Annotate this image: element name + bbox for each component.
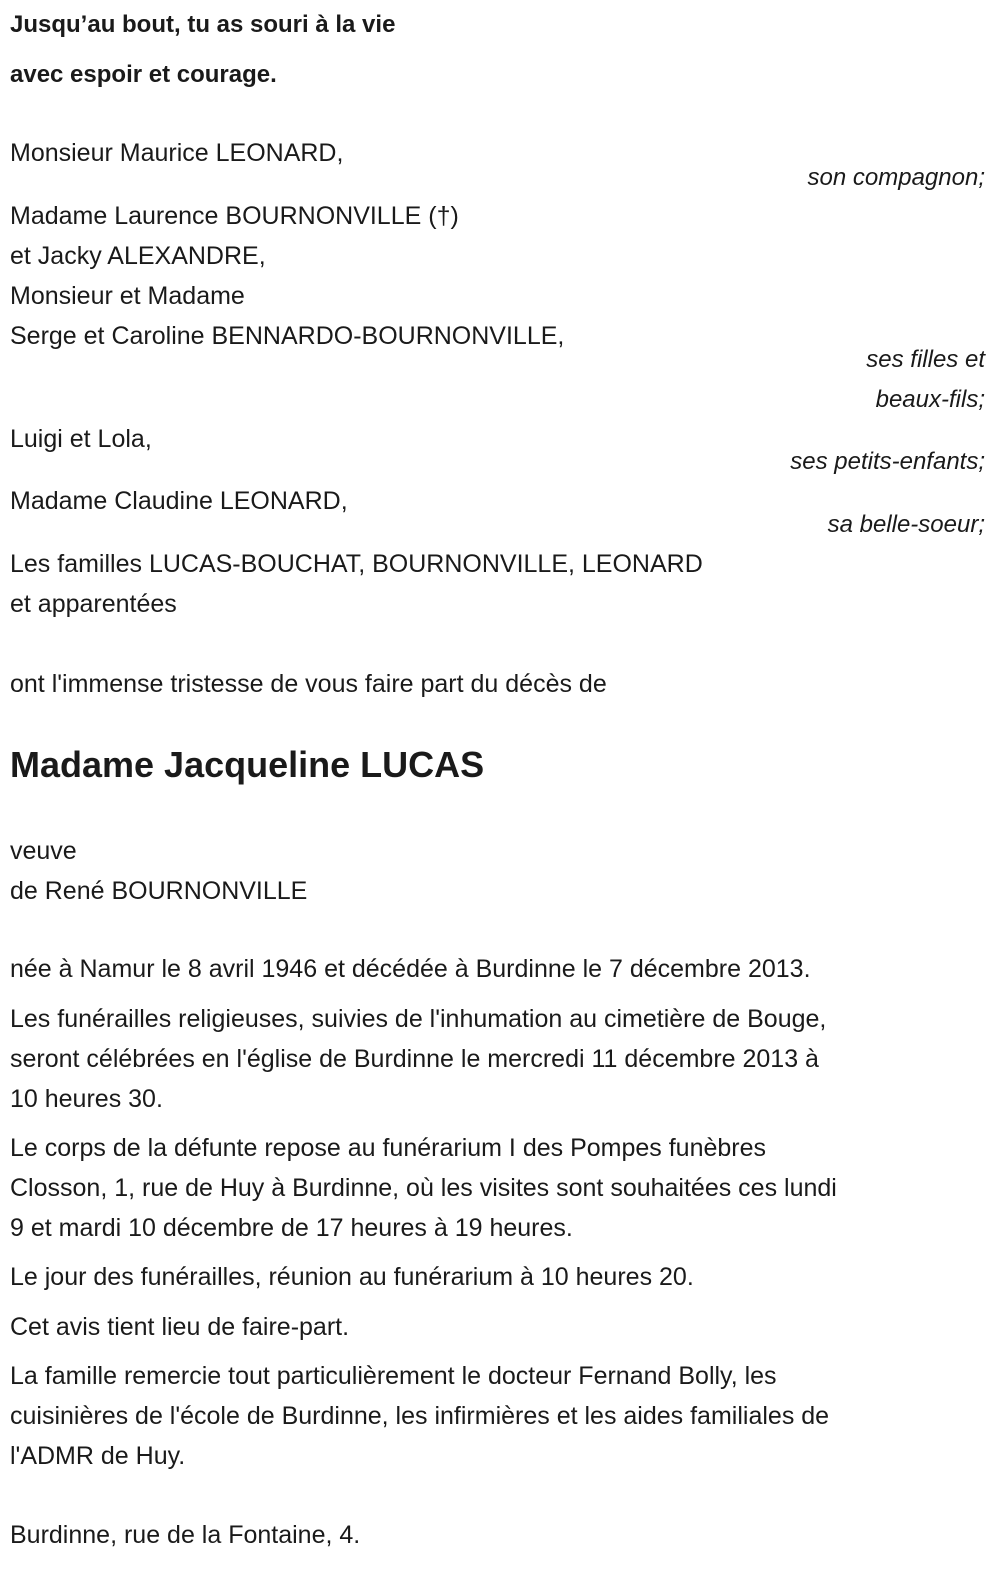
announcement: ont l'immense tristesse de vous faire part du décès de bbox=[10, 670, 607, 698]
funeral-paragraph: 10 heures 30. bbox=[10, 1085, 163, 1113]
deceased-name: Madame Jacqueline LUCAS bbox=[10, 744, 485, 785]
visitation-paragraph: 9 et mardi 10 décembre de 17 heures à 19 heures. bbox=[10, 1214, 573, 1242]
family-name: Monsieur Maurice LEONARD, bbox=[10, 139, 344, 167]
thanks-paragraph: La famille remercie tout particulièrement le docteur Fernand Bolly, les bbox=[10, 1362, 777, 1390]
thanks-paragraph: l'ADMR de Huy. bbox=[10, 1442, 186, 1470]
birth-death-line: née à Namur le 8 avril 1946 et décédée à Burdinne le 7 décembre 2013. bbox=[10, 955, 811, 983]
funeral-paragraph: seront célébrées en l'église de Burdinne le mercredi 11 décembre 2013 à bbox=[10, 1045, 819, 1073]
visitation-paragraph: Le corps de la défunte repose au funérarium I des Pompes funèbres bbox=[10, 1134, 767, 1162]
family-name: Serge et Caroline BENNARDO-BOURNONVILLE, bbox=[10, 322, 565, 350]
widow-of: de René BOURNONVILLE bbox=[10, 877, 308, 905]
thanks-paragraph: cuisinières de l'école de Burdinne, les infirmières et les aides familiales de bbox=[10, 1402, 830, 1430]
quote-line: Jusqu’au bout, tu as souri à la vie bbox=[10, 11, 396, 38]
family-relation: beaux-fils; bbox=[875, 386, 985, 413]
family-name: et Jacky ALEXANDRE, bbox=[10, 242, 266, 270]
family-name: Madame Laurence BOURNONVILLE (†) bbox=[10, 202, 459, 230]
family-relation: ses filles et bbox=[866, 346, 985, 373]
address: Burdinne, rue de la Fontaine, 4. bbox=[10, 1521, 361, 1549]
visitation-paragraph: Closson, 1, rue de Huy à Burdinne, où les visites sont souhaitées ces lundi bbox=[10, 1174, 837, 1202]
notice-paragraph: Cet avis tient lieu de faire-part. bbox=[10, 1313, 350, 1341]
family-relation: son compagnon; bbox=[807, 164, 985, 191]
funeral-paragraph: Les funérailles religieuses, suivies de l'inhumation au cimetière de Bouge, bbox=[10, 1005, 827, 1033]
widow-of: veuve bbox=[10, 837, 77, 865]
quote-line: avec espoir et courage. bbox=[10, 61, 277, 88]
family-name: Les familles LUCAS-BOUCHAT, BOURNONVILLE, LEONARD bbox=[10, 550, 703, 578]
family-relation: ses petits-enfants; bbox=[790, 448, 985, 475]
family-name: et apparentées bbox=[10, 590, 177, 618]
family-name: Madame Claudine LEONARD, bbox=[10, 487, 348, 515]
family-name: Luigi et Lola, bbox=[10, 425, 152, 453]
meeting-paragraph: Le jour des funérailles, réunion au funérarium à 10 heures 20. bbox=[10, 1263, 694, 1291]
family-relation: sa belle-soeur; bbox=[827, 511, 985, 538]
family-name: Monsieur et Madame bbox=[10, 282, 245, 310]
